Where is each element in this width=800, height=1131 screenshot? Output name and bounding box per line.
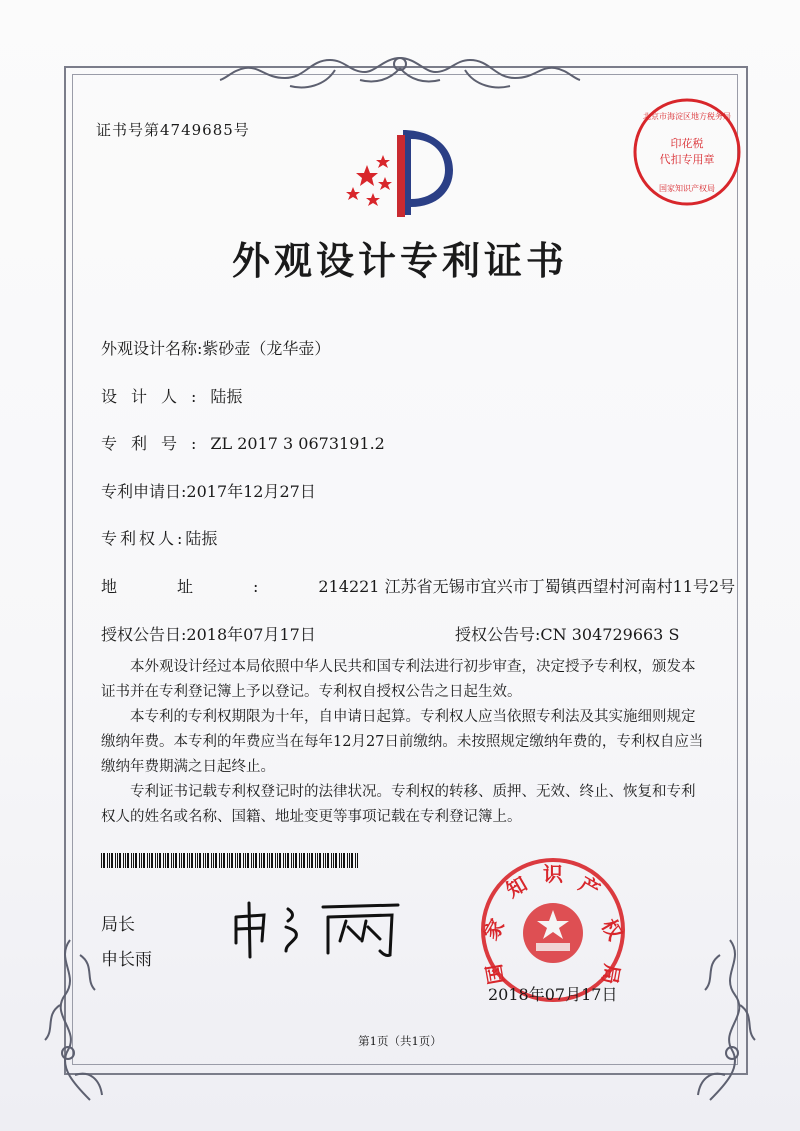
top-ornament	[215, 50, 585, 100]
design-name-value: 紫砂壶（龙华壶）	[202, 339, 331, 358]
design-name-row	[101, 336, 330, 359]
svg-text:代扣专用章: 代扣专用章	[659, 153, 715, 166]
patentee-value: 陆振	[185, 529, 218, 548]
svg-text:印花税: 印花税	[670, 137, 704, 150]
handwritten-signature	[228, 895, 408, 960]
svg-text:知: 知	[501, 871, 532, 903]
filing-date-value: 2017年12月27日	[186, 482, 316, 501]
svg-text:北京市海淀区地方税务局: 北京市海淀区地方税务局	[643, 112, 731, 121]
svg-text:家: 家	[478, 914, 510, 945]
tax-stamp-seal	[630, 95, 745, 210]
filing-date-row	[101, 479, 316, 502]
patent-number-label: 专利号:	[101, 434, 211, 453]
patent-number-value: ZL 2017 3 0673191.2	[210, 434, 385, 453]
left-ornament	[40, 935, 110, 1110]
body-text	[101, 655, 705, 830]
grant-number-row	[455, 622, 679, 645]
grant-number-value: CN 304729663 S	[540, 625, 680, 644]
svg-text:产: 产	[574, 871, 605, 903]
grant-date-row	[101, 622, 316, 645]
designer-label: 设计人:	[101, 387, 211, 406]
paragraph-3: 专利证书记载专利权登记时的法律状况。专利权的转移、质押、无效、终止、恢复和专利权人的姓名或名称、国籍、地址变更等事项记载在专利登记簿上。	[101, 784, 696, 825]
address-row	[101, 574, 735, 597]
paragraph-1: 本外观设计经过本局依照中华人民共和国专利法进行初步审查，决定授予专利权，颁发本证书并在专利登记簿上予以登记。专利权自授权公告之日起生效。	[101, 659, 696, 700]
patent-emblem-icon	[345, 125, 455, 220]
page-title: 外观设计专利证书	[231, 238, 568, 283]
designer-row	[101, 384, 242, 407]
issue-date: 2018年07月17日	[488, 985, 618, 1004]
address-value: 214221 江苏省无锡市宜兴市丁蜀镇西望村河南村11号2号	[318, 577, 736, 596]
right-ornament	[690, 935, 760, 1110]
barcode	[101, 853, 359, 868]
patentee-row	[101, 526, 217, 549]
patentee-label: 专利权人:	[101, 529, 186, 548]
director-title: 局长	[101, 915, 135, 935]
svg-text:识: 识	[543, 862, 563, 886]
page-footer: 第1页（共1页）	[358, 1034, 442, 1048]
grant-date-value: 2018年07月17日	[186, 625, 316, 644]
designer-value: 陆振	[210, 387, 243, 406]
director-name: 申长雨	[101, 950, 152, 970]
svg-text:国家知识产权局: 国家知识产权局	[659, 184, 715, 193]
certificate-number: 证书号第4749685号	[96, 121, 250, 139]
design-name-label: 外观设计名称:	[101, 339, 203, 358]
address-label: 地址:	[101, 577, 319, 596]
grant-date-label: 授权公告日:	[101, 625, 187, 644]
patent-number-row	[101, 431, 385, 454]
filing-date-label: 专利申请日:	[101, 482, 187, 501]
svg-text:国: 国	[481, 962, 509, 987]
svg-text:权: 权	[596, 914, 628, 945]
svg-text:局: 局	[597, 962, 625, 987]
paragraph-2: 本专利的专利权期限为十年，自申请日起算。专利权人应当依照专利法及其实施细则规定缴纳年费。本专利的年费应当在每年12月27日前缴纳。未按照规定缴纳年费的，专利权自应当缴纳年费期满之日起终止。	[101, 709, 704, 775]
grant-number-label: 授权公告号:	[455, 625, 541, 644]
